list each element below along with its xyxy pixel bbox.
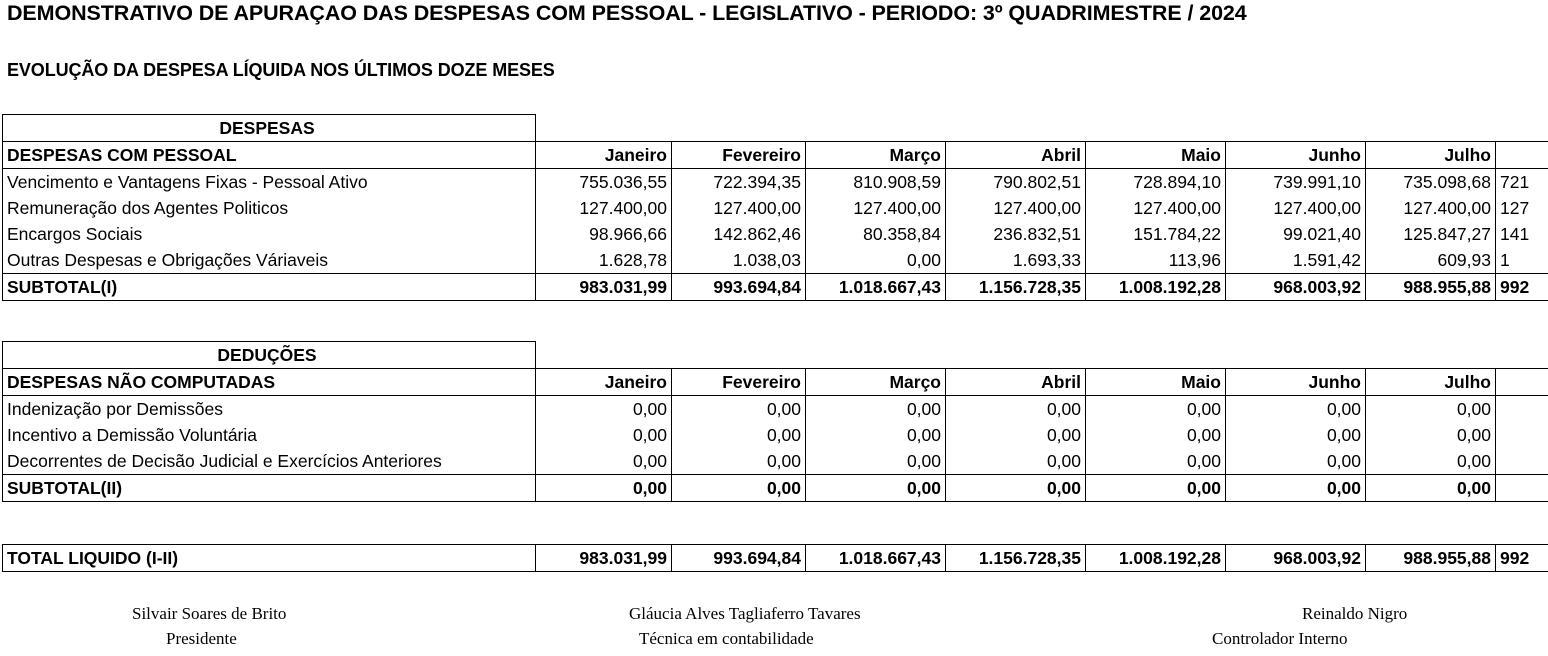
cell: 1.156.728,35: [946, 274, 1086, 301]
cell: 721: [1496, 169, 1548, 196]
month-header: Junho: [1226, 369, 1366, 396]
cell: 127.400,00: [1086, 195, 1226, 221]
despesas-table: [2, 114, 1548, 301]
section-label-deducoes: DEDUÇÕES: [3, 342, 536, 369]
cell: 722.394,35: [672, 169, 806, 196]
cell: 0,00: [806, 448, 946, 475]
cell: 151.784,22: [1086, 221, 1226, 247]
table-header-row: [3, 142, 1548, 169]
subtotal-row: [3, 475, 1548, 502]
cell: 80.358,84: [806, 221, 946, 247]
cell: [1496, 475, 1548, 502]
cell: 0,00: [536, 422, 672, 448]
cell: 0,00: [1226, 448, 1366, 475]
cell: 0,00: [672, 422, 806, 448]
cell: 0,00: [1086, 448, 1226, 475]
subtotal-label: SUBTOTAL(II): [3, 475, 536, 502]
signature-role: Técnica em contabilidade: [639, 629, 814, 648]
header-label: DESPESAS COM PESSOAL: [3, 142, 536, 169]
month-header: Fevereiro: [672, 142, 806, 169]
table-row: [3, 195, 1548, 221]
month-header: Maio: [1086, 142, 1226, 169]
signature-name: Gláucia Alves Tagliaferro Tavares: [629, 604, 861, 623]
cell: 0,00: [1226, 396, 1366, 423]
cell: 1.591,42: [1226, 247, 1366, 274]
table-row: [3, 396, 1548, 423]
month-header: [1496, 142, 1548, 169]
cell: 992: [1496, 545, 1548, 572]
cell: 0,00: [946, 475, 1086, 502]
cell: 0,00: [1366, 448, 1496, 475]
cell: 113,96: [1086, 247, 1226, 274]
cell: [1496, 448, 1548, 475]
table-row: [3, 448, 1548, 475]
cell: 992: [1496, 274, 1548, 301]
cell: 0,00: [672, 396, 806, 423]
cell: 127.400,00: [806, 195, 946, 221]
month-header: [1496, 369, 1548, 396]
cell: 141: [1496, 221, 1548, 247]
month-header: Junho: [1226, 142, 1366, 169]
signature-role: Presidente: [166, 629, 237, 648]
table-row: [3, 247, 1548, 274]
row-label: Vencimento e Vantagens Fixas - Pessoal Ativo: [3, 169, 536, 196]
row-label: Indenização por Demissões: [3, 396, 536, 423]
cell: 0,00: [536, 475, 672, 502]
cell: 0,00: [536, 448, 672, 475]
total-row: [3, 545, 1548, 572]
month-header: Abril: [946, 142, 1086, 169]
cell: 728.894,10: [1086, 169, 1226, 196]
cell: 1.018.667,43: [806, 274, 946, 301]
cell: [1496, 396, 1548, 423]
table-header-row: [3, 369, 1548, 396]
cell: 0,00: [806, 475, 946, 502]
cell: 127.400,00: [672, 195, 806, 221]
cell: 0,00: [672, 475, 806, 502]
cell: 127.400,00: [536, 195, 672, 221]
cell: 810.908,59: [806, 169, 946, 196]
subtotal-label: SUBTOTAL(I): [3, 274, 536, 301]
cell: 98.966,66: [536, 221, 672, 247]
month-header: Abril: [946, 369, 1086, 396]
row-label: Encargos Sociais: [3, 221, 536, 247]
page-subtitle: EVOLUÇÃO DA DESPESA LÍQUIDA NOS ÚLTIMOS DOZE MESES: [7, 60, 555, 80]
cell: 739.991,10: [1226, 169, 1366, 196]
total-label: TOTAL LIQUIDO (I-II): [3, 545, 536, 572]
total-table: [2, 544, 1548, 572]
cell: 0,00: [1366, 475, 1496, 502]
cell: 99.021,40: [1226, 221, 1366, 247]
cell: 0,00: [806, 247, 946, 274]
deducoes-table: [2, 341, 1548, 502]
cell: 236.832,51: [946, 221, 1086, 247]
cell: 993.694,84: [672, 545, 806, 572]
cell: 0,00: [806, 396, 946, 423]
cell: 0,00: [946, 422, 1086, 448]
cell: 127.400,00: [946, 195, 1086, 221]
signature-name: Silvair Soares de Brito: [132, 604, 287, 623]
table-row: [3, 169, 1548, 196]
month-header: Janeiro: [536, 142, 672, 169]
cell: 1.693,33: [946, 247, 1086, 274]
section-label-despesas: DESPESAS: [3, 115, 536, 142]
subtotal-row: [3, 274, 1548, 301]
cell: 1.008.192,28: [1086, 274, 1226, 301]
cell: 983.031,99: [536, 274, 672, 301]
row-label: Outras Despesas e Obrigações Váriaveis: [3, 247, 536, 274]
row-label: Remuneração dos Agentes Politicos: [3, 195, 536, 221]
signature-name: Reinaldo Nigro: [1302, 604, 1408, 623]
cell: 127.400,00: [1226, 195, 1366, 221]
table-row: [3, 221, 1548, 247]
month-header: Julho: [1366, 369, 1496, 396]
cell: 988.955,88: [1366, 545, 1496, 572]
cell: 125.847,27: [1366, 221, 1496, 247]
cell: 983.031,99: [536, 545, 672, 572]
cell: 1.018.667,43: [806, 545, 946, 572]
cell: 0,00: [1366, 396, 1496, 423]
cell: 968.003,92: [1226, 545, 1366, 572]
cell: 0,00: [946, 396, 1086, 423]
cell: 0,00: [536, 396, 672, 423]
cell: 1.628,78: [536, 247, 672, 274]
cell: 988.955,88: [1366, 274, 1496, 301]
cell: 735.098,68: [1366, 169, 1496, 196]
table-row: [3, 422, 1548, 448]
cell: 127: [1496, 195, 1548, 221]
page-title: DEMONSTRATIVO DE APURAÇAO DAS DESPESAS COM PESSOAL - LEGISLATIVO - PERIODO: 3º QUADRIMESTRE / 2024: [7, 1, 1247, 25]
cell: 790.802,51: [946, 169, 1086, 196]
cell: 0,00: [1086, 475, 1226, 502]
row-label: Incentivo a Demissão Voluntária: [3, 422, 536, 448]
month-header: Março: [806, 369, 946, 396]
cell: 968.003,92: [1226, 274, 1366, 301]
cell: 0,00: [946, 448, 1086, 475]
month-header: Março: [806, 142, 946, 169]
cell: 0,00: [1086, 396, 1226, 423]
cell: 142.862,46: [672, 221, 806, 247]
cell: 609,93: [1366, 247, 1496, 274]
header-label: DESPESAS NÃO COMPUTADAS: [3, 369, 536, 396]
cell: 1.038,03: [672, 247, 806, 274]
cell: 0,00: [1366, 422, 1496, 448]
row-label: Decorrentes de Decisão Judicial e Exercícios Anteriores: [3, 448, 536, 475]
cell: 0,00: [1086, 422, 1226, 448]
cell: 0,00: [672, 448, 806, 475]
cell: 1.008.192,28: [1086, 545, 1226, 572]
cell: 0,00: [1226, 475, 1366, 502]
cell: 0,00: [1226, 422, 1366, 448]
cell: 1.156.728,35: [946, 545, 1086, 572]
signature-role: Controlador Interno: [1212, 629, 1348, 648]
month-header: Maio: [1086, 369, 1226, 396]
cell: 755.036,55: [536, 169, 672, 196]
cell: 127.400,00: [1366, 195, 1496, 221]
cell: [1496, 422, 1548, 448]
cell: 0,00: [806, 422, 946, 448]
month-header: Janeiro: [536, 369, 672, 396]
cell: 993.694,84: [672, 274, 806, 301]
cell: 1: [1496, 247, 1548, 274]
month-header: Julho: [1366, 142, 1496, 169]
month-header: Fevereiro: [672, 369, 806, 396]
